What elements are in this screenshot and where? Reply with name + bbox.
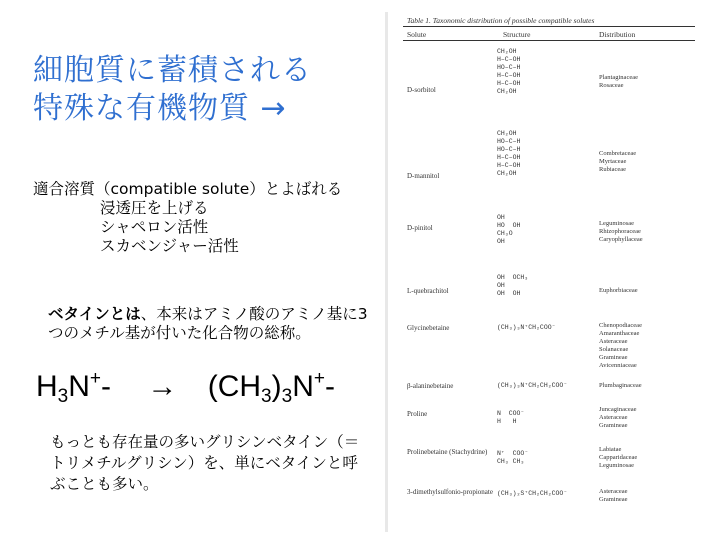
scan-edge xyxy=(385,12,388,532)
formula-left-bond: - xyxy=(101,370,112,403)
table-row-distribution: Chenopodiaceae Amaranthaceae Asteraceae Solanaceae Gramineae Avicenniaceae xyxy=(599,322,642,369)
table-header-structure: Structure xyxy=(503,30,531,39)
property-chaperone: シャペロン活性 xyxy=(100,218,209,236)
table-row-structure: N COO⁻ H H xyxy=(497,410,525,425)
formula-right-ch: (CH xyxy=(207,370,262,403)
betaine-note: もっとも存在量の多いグリシンベタイン（＝トリメチルグリシン）を、単にベタインと呼ぶことも多い。 xyxy=(50,433,360,493)
formula-right-bond: - xyxy=(324,370,335,403)
table-row-solute: Proline xyxy=(407,410,428,418)
table-row-solute: D-pinitol xyxy=(407,224,433,232)
slide-title xyxy=(33,52,312,128)
table-row-distribution: Combretaceae Myrtaceae Rubiaceae xyxy=(599,150,637,173)
table-row-distribution: Labiatae Capparidaceae Leguminosae xyxy=(599,446,638,469)
formula-right-sub1: 3 xyxy=(261,386,272,407)
table-row-solute: β-alaninebetaine xyxy=(407,382,454,390)
table-row-solute: Prolinebetaine (Stachydrine) xyxy=(407,448,488,456)
table-row-structure: CH₂OH HO–C–H HO–C–H H–C–OH H–C–OH CH₂OH xyxy=(497,130,521,177)
compatible-solute-section xyxy=(33,180,342,256)
table-row-solute: D-mannitol xyxy=(407,172,440,180)
formula-left-h: H xyxy=(36,370,58,403)
table-row-solute: 3-dimethylsulfonio-propionate xyxy=(407,488,493,496)
table-row-distribution: Plumbaginaceae xyxy=(599,382,642,389)
table-header-solute: Solute xyxy=(407,30,427,39)
property-scavenger: スカベンジャー活性 xyxy=(100,237,239,255)
methylation-formula xyxy=(36,368,335,408)
title-line-1: 細胞質に蓄積される xyxy=(33,53,312,88)
betaine-definition-text: 、本来はアミノ酸のアミノ基に3つのメチル基が付いた化合物の総称。 xyxy=(48,305,368,342)
table-row-structure: OH OCH₃ OH OH OH xyxy=(497,274,529,297)
table-row-solute: L-quebrachitol xyxy=(407,287,449,295)
table-header-rule xyxy=(403,40,695,41)
table-row-structure: CH₂OH H–C–OH HO–C–H H–C–OH H–C–OH CH₂OH xyxy=(497,48,521,95)
betaine-definition xyxy=(48,305,378,343)
betaine-definition-lead: ベタインとは xyxy=(48,305,141,323)
table-row-solute: Glycinebetaine xyxy=(407,324,450,332)
formula-right-paren: ) xyxy=(271,370,282,403)
table-row-structure: (CH₃)₃N⁺CH₂COO⁻ xyxy=(497,324,556,331)
formula-right-n: N xyxy=(292,370,314,403)
table-row-solute: D-sorbitol xyxy=(407,86,436,94)
compatible-solutes-table xyxy=(385,12,715,532)
property-osmotic: 浸透圧を上げる xyxy=(100,199,209,217)
table-row-distribution: Plantaginaceae Rosaceae xyxy=(599,74,638,89)
formula-left-n: N xyxy=(68,370,90,403)
table-row-distribution: Asteraceae Gramineae xyxy=(599,488,628,503)
compatible-solute-heading: 適合溶質（compatible solute）とよばれる xyxy=(33,180,343,198)
table-row-distribution: Juncaginaceae Asteraceae Gramineae xyxy=(599,406,637,429)
title-line-2: 特殊な有機物質 → xyxy=(33,91,287,126)
formula-arrow-icon: → xyxy=(147,370,178,403)
table-row-structure: (CH₃)₂S⁺CH₂CH₂COO⁻ xyxy=(497,490,568,497)
table-top-rule xyxy=(403,26,695,27)
formula-right-charge: + xyxy=(313,368,325,389)
formula-left-charge: + xyxy=(89,368,102,389)
table-row-structure: (CH₃)₃N⁺CH₂CH₂COO⁻ xyxy=(497,382,568,389)
table-row-distribution: Leguminosae Rhizophoraceae Caryophyllaceae xyxy=(599,220,643,243)
formula-left-sub: 3 xyxy=(57,386,69,407)
table-row-structure: N⁺ COO⁻ CH₃ CH₃ xyxy=(497,450,529,465)
table-row-distribution: Euphorbiaceae xyxy=(599,287,638,294)
table-header-distribution: Distribution xyxy=(599,30,636,39)
table-row-structure: OH HO OH CH₃O OH xyxy=(497,214,521,245)
table-caption: Table 1. Taxonomic distribution of possible compatible solutes xyxy=(407,16,595,25)
formula-right-sub2: 3 xyxy=(281,386,293,407)
